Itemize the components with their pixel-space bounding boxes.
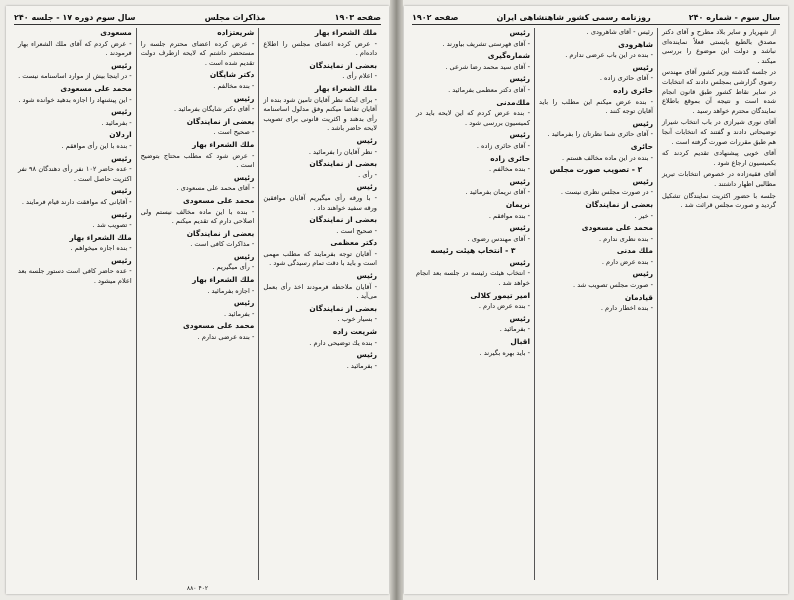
- speaker-name: رئيس: [632, 269, 653, 279]
- speaker-name: دكتر شايگان: [209, 70, 255, 80]
- page-footer: ۴۰۲ ۸۸۰: [186, 585, 209, 592]
- paragraph: - آقايانى كه موافقت دارند قيام فرمايند .: [21, 197, 132, 206]
- paragraph: - اعلام رأى .: [342, 72, 377, 81]
- speaker-name: رئيس: [632, 176, 653, 186]
- page-number: صفحه ۱۹۰۳: [334, 12, 381, 22]
- column: [258, 28, 381, 580]
- speaker-name: ملك الشعراء بهار: [69, 232, 132, 242]
- speaker-name: محمد على مسعودى: [183, 321, 255, 331]
- paragraph: - آقاى حائرى شما نظرتان را بفرمائيد .: [547, 130, 653, 139]
- speaker-name: رئيس: [233, 93, 255, 103]
- paragraph: - بسيار خوب .: [337, 315, 377, 324]
- speaker-name: بعضى از نمايندگان: [186, 116, 255, 126]
- paragraph: - بنده عرضى ندارم .: [197, 333, 255, 342]
- speaker-name: حائرى: [630, 141, 653, 151]
- speaker-name: رئيس: [356, 182, 377, 192]
- speaker-name: شماره‌گيرى: [487, 51, 530, 61]
- paragraph: - بنده با اين ماده مخالف نيستم ولى اصلاحى دارم كه تقديم ميكنم .: [140, 207, 255, 226]
- speaker-name: ملك مدنى: [616, 246, 653, 256]
- speaker-name: دكتر معظمى: [330, 238, 377, 248]
- speaker-name: رئيس: [233, 251, 255, 261]
- paragraph: - اجازه بفرمائيد .: [207, 286, 255, 295]
- paragraph: - آقاى حائرى زاده .: [599, 74, 653, 83]
- speaker-name: رئيس: [632, 118, 653, 128]
- speaker-name: ملك الشعراء بهار: [314, 28, 377, 37]
- paragraph: - آقاى دكتر شايگان بفرمائيد .: [174, 105, 255, 114]
- speaker-name: اقبال: [510, 337, 530, 347]
- page-number: صفحه ۱۹۰۲: [412, 12, 459, 22]
- speaker-name: رئيس: [509, 74, 530, 84]
- speaker-name: رئيس: [509, 130, 530, 140]
- session-info: سال سوم - شماره ۲۴۰: [688, 12, 780, 22]
- column: [534, 28, 657, 580]
- paragraph: - آقاى فهرستى تشريف بياورند .: [442, 39, 530, 48]
- paragraph: - بايد بهره بگيرند .: [479, 348, 530, 357]
- left-page-columns: [14, 28, 381, 580]
- paragraph: - آقايان توجه بفرمايند كه مطلب مهمى است و بايد با دقت تمام رسيدگى شود .: [263, 249, 377, 268]
- paragraph: - تصويب شد .: [92, 221, 132, 230]
- paragraph: - اين پيشنهاد را اجازه بدهيد خوانده شود .: [18, 95, 132, 104]
- paragraph: - مذاكرات كافى است .: [190, 240, 255, 249]
- paragraph: رئيس - آقاى شاهرودى .: [586, 28, 653, 36]
- paragraph: آقاى فقيه‌زاده در خصوص انتخابات تبريز مطالبى اظهار داشتند .: [662, 170, 776, 188]
- speaker-name: نريمان: [505, 199, 530, 209]
- speaker-name: رئيس: [509, 223, 530, 233]
- paragraph: - بفرمائيد .: [346, 361, 377, 370]
- paragraph: - آقاى نريمان بفرمائيد .: [465, 188, 530, 197]
- paragraph: - نظر آقايان را بفرمائيد .: [308, 147, 377, 156]
- paragraph: - آقاى مهندس رضوى .: [467, 234, 530, 243]
- speaker-name: رئيس: [356, 350, 377, 360]
- paragraph: - بنده مخالفم .: [488, 165, 530, 174]
- speaker-name: رئيس: [509, 176, 530, 186]
- speaker-name: محمد على مسعودى: [183, 195, 255, 205]
- speaker-name: رئيس: [111, 255, 132, 265]
- paragraph: - بنده موافقم .: [488, 211, 530, 220]
- speaker-name: محمد على مسعودى: [581, 223, 653, 233]
- paragraph: - عده حاضر كافى است دستور جلسه بعد اعلام ميشود .: [17, 267, 132, 286]
- paragraph: - در اينجا بيش از موارد اساسنامه نيست .: [18, 72, 132, 81]
- speaker-name: رئيس: [111, 107, 132, 117]
- paragraph: - بنده مخالفم .: [213, 81, 255, 90]
- page-gutter: [390, 0, 403, 600]
- paragraph: - بفرمائيد .: [101, 118, 132, 127]
- speaker-name: ملك الشعراء بهار: [192, 139, 255, 149]
- column: [657, 28, 780, 580]
- paragraph: - بفرمائيد .: [499, 325, 530, 334]
- paragraph: - بنده اخطار دارم .: [600, 304, 653, 313]
- paragraph: - با ورقه رأى ميگيريم آقايان موافقين ورقه سفيد خواهند داد .: [263, 193, 377, 212]
- paragraph: - بنده عرض كردم كه اين لايحه بايد در كميسيون بررسى شود .: [416, 109, 530, 127]
- paragraph: - بنده با اين رأى موافقم .: [61, 141, 132, 150]
- section-heading: ۳ - انتخاب هيئت رئيسه: [430, 246, 516, 256]
- paragraph: - آقاى محمد على مسعودى .: [176, 184, 255, 193]
- paragraph: - عرض شود كه مطلب محتاج بتوضيح است .: [140, 151, 255, 170]
- section-heading: ۲ - تصويب صورت مجلس: [549, 165, 643, 175]
- paragraph: - خير .: [634, 211, 653, 220]
- speaker-name: شريعت زاده: [332, 327, 377, 337]
- paragraph: - براى اينكه نظر آقايان تامين شود بنده از آقايان تقاضا ميكنم وفق مدلول اساسنامه رأى بدهند و اكثريت قانونى براى تصويب لايحه حاضر باشد .: [263, 95, 377, 133]
- paragraph: - بنده اجازه ميخواهم .: [70, 244, 132, 253]
- speaker-name: رئيس: [233, 298, 255, 308]
- paragraph: - صحيح است .: [336, 226, 377, 235]
- speaker-name: حائرى زاده: [490, 153, 530, 163]
- paragraph: - آقاى حائرى زاده .: [476, 141, 530, 150]
- paragraph: آقاى خويى پيشنهادى تقديم كردند كه بكميسيون ارجاع شود .: [662, 149, 776, 167]
- paragraph: - بنده عرض دارم .: [478, 302, 530, 311]
- right-page-columns: [412, 28, 780, 580]
- paragraph: از شهريار و ساير بلاد مطرح و آقاى دكتر مصدق بالطبع بايستى فعلاً نماينده‌اى نباشد و دولت اين موضوع را بررسى ميكند .: [662, 28, 776, 65]
- right-page-header: [412, 10, 780, 25]
- paragraph: - صحيح است .: [213, 128, 255, 137]
- column: [14, 28, 136, 580]
- left-page-header: [14, 10, 381, 25]
- paragraph: - عرض كرده اعضاى مجلس را اطلاع داده‌ام .: [263, 39, 377, 58]
- speaker-name: شريعتزاده: [217, 28, 255, 37]
- speaker-name: رئيس: [111, 60, 132, 70]
- paragraph: - در صورت مجلس نظرى نيست .: [560, 188, 653, 197]
- column: [136, 28, 259, 580]
- paragraph: - صورت مجلس تصويب شد .: [573, 281, 653, 290]
- speaker-name: بعضى از نمايندگان: [309, 303, 377, 313]
- paragraph: - بنده نظرى ندارم .: [598, 234, 653, 243]
- paragraph: - عرض كرده اعضاى محترم جلسه را مستحضر داشتم كه لايحه ازطرف دولت تقديم شده است .: [140, 39, 255, 67]
- speaker-name: امير تيمور كلالى: [470, 290, 530, 300]
- speaker-name: رئيس: [356, 135, 377, 145]
- speaker-name: ملك الشعراء بهار: [314, 83, 377, 93]
- speaker-name: بعضى از نمايندگان: [309, 215, 377, 225]
- speaker-name: ملك الشعراء بهار: [192, 275, 255, 285]
- paragraph: - رأى ميگيريم .: [212, 263, 255, 272]
- speaker-name: اردلان: [109, 130, 132, 140]
- paragraph: جلسه با حضور اكثريت نمايندگان تشكيل گرديد و صورت مجلس قرائت شد .: [662, 191, 776, 210]
- paragraph: - بنده عرض دارم .: [601, 257, 653, 266]
- right-page: [404, 6, 788, 594]
- paragraph: آقاى نورى شيرازى در باب انتخاب شيراز توضيحاتى دادند و گفتند كه انتخابات آنجا هم طبق مقررات صورت گرفته است .: [662, 118, 776, 146]
- speaker-name: رئيس: [509, 28, 530, 37]
- left-page: [6, 6, 389, 594]
- paragraph: - بنده در اين باب عرضى ندارم .: [565, 51, 653, 60]
- speaker-name: رئيس: [509, 313, 530, 323]
- speaker-name: بعضى از نمايندگان: [186, 228, 255, 238]
- paragraph: - بنده در اين ماده مخالف هستم .: [562, 153, 653, 162]
- speaker-name: شاهرودى: [618, 39, 653, 49]
- speaker-name: رئيس: [111, 186, 132, 196]
- paragraph: - آقاى دكتر معظمى بفرمائيد .: [448, 85, 530, 94]
- paragraph: - بنده عرض ميكنم اين مطلب را بايد آقايان توجه كنند .: [539, 97, 653, 116]
- speaker-name: مسعودى: [100, 28, 132, 37]
- speaker-name: رئيس: [632, 62, 653, 72]
- speaker-name: رئيس: [356, 271, 377, 281]
- paragraph: - انتخاب هيئت رئيسه در جلسه بعد انجام خواهد شد .: [416, 269, 530, 288]
- speaker-name: بعضى از نمايندگان: [309, 60, 377, 70]
- column: [412, 28, 534, 580]
- paragraph: در جلسه گذشته وزير كشور آقاى مهندس رضوى گزارشى بمجلس دادند كه انتخابات در ساير نقاط كشور طبق قانون انجام شده است و نتيجه آن بموقع باطلاع نمايندگان محترم خواهد رسيد .: [662, 68, 776, 115]
- paragraph: - رأى .: [358, 170, 377, 179]
- section-title: مذاکرات مجلس: [204, 12, 266, 22]
- paragraph: - عرض كردم كه آقاى ملك الشعراء بهار فرمودند .: [17, 39, 132, 58]
- speaker-name: بعضى از نمايندگان: [309, 159, 377, 169]
- speaker-name: رئيس: [111, 153, 132, 163]
- speaker-name: رئيس: [509, 257, 530, 267]
- speaker-name: ملك‌مدنى: [496, 97, 530, 107]
- session-info: سال سوم دوره ۱۷ - جلسه ۲۴۰: [14, 12, 136, 22]
- paragraph: - آقاى سيد محمد رضا شرعى .: [445, 62, 530, 71]
- speaker-name: رئيس: [111, 209, 132, 219]
- paragraph: - آقايان ملاحظه فرمودند اخذ رأى بعمل مى‌آيد .: [263, 282, 377, 301]
- speaker-name: رئيس: [233, 172, 255, 182]
- speaker-name: حائرى زاده: [613, 85, 653, 95]
- paragraph: - عده حاضر ۱۰۲ نفر رأى دهندگان ۹۸ نفر اكثريت حاصل است .: [17, 165, 132, 183]
- paragraph: - بنده يك توضيحى دارم .: [309, 338, 377, 347]
- speaker-name: محمد على مسعودى: [60, 83, 132, 93]
- section-title: روزنامه رسمی کشور شاهنشاهی ایران: [496, 12, 651, 22]
- speaker-name: بعضى از نمايندگان: [585, 199, 653, 209]
- speaker-name: قيادمان: [624, 292, 653, 302]
- paragraph: - بفرمائيد .: [224, 309, 255, 318]
